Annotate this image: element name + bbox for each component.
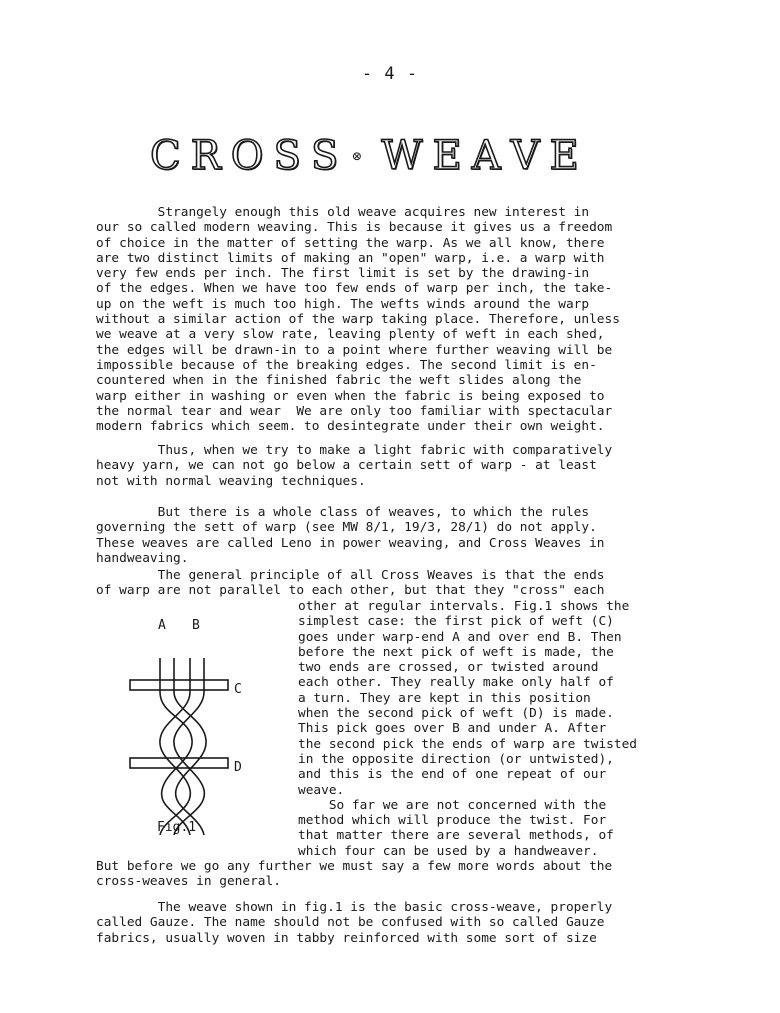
title-letter: W xyxy=(381,133,423,179)
figure-label-a: A xyxy=(158,618,166,633)
paragraph-leno: But there is a whole class of weaves, to which the rules governing the sett of warp (see MW 8/1, 19/3, 28/1) do not apply. These weaves are called Leno in power weaving, and Cross Weaves in handweaving. xyxy=(96,505,605,566)
paragraph-principle-end: But before we go any further we must say a few more words about the cross-weaves in general. xyxy=(96,859,613,890)
page-title xyxy=(150,132,579,180)
title-letter: S xyxy=(310,133,339,179)
figure-label-d: D xyxy=(234,760,242,775)
paragraph-intro: Strangely enough this old weave acquires new interest in our so called modern weaving. This is because it gives us a freedom of choice in the matter of setting the warp. As we all know, there are two distinct limits of making an "open" warp, i.e. a warp with very few ends per inch. The first limit is set by the drawing-in of the edges. When we have too few ends of warp per inch, the take- up on the weft is much too high. The wefts winds around the warp without a similar action of the warp taking place. Therefore, unless we weave at a very slow rate, leaving plenty of weft in each shed, the edges will be drawn-in to a point where further weaving will be impossible because of the breaking edges. The second limit is en- countered when in the finished fabric the weft slides along the warp either in washing or even when the fabric is being exposed to the normal tear and wear We are only too familiar with spectacular modern fabrics which seem. to desintegrate under their own weight. xyxy=(96,205,620,435)
paragraph-gauze: The weave shown in fig.1 is the basic cross-weave, properly called Gauze. The name should not be confused with so called Gauze fabrics, usually woven in tabby reinforced with some sort of size xyxy=(96,900,613,946)
title-letter: A xyxy=(471,133,501,179)
warp-twist-diagram xyxy=(120,640,270,840)
weft-pick-c xyxy=(130,680,228,690)
title-letter: V xyxy=(510,133,540,179)
figure-label-b: B xyxy=(192,618,200,633)
title-letter: E xyxy=(549,133,579,179)
paragraph-principle-intro: The general principle of all Cross Weaves is that the ends of warp are not parallel to each other, but that they "cross" each xyxy=(96,568,605,599)
figure-label-c: C xyxy=(234,682,242,697)
title-letter: S xyxy=(273,133,301,179)
paragraph-principle-wrapped: other at regular intervals. Fig.1 shows the simplest case: the first pick of weft (C) goes under warp-end A and over end B. Then before the next pick of weft is made, the two ends are crossed, or twisted around each other. They really make only half of a turn. They are kept in this position when the second pick of weft (D) is made. This pick goes over B and under A. After the second pick the ends of warp are twisted in the opposite direction (or untwisted), and this is the end of one repeat of our weave. So far we are not concerned with the method which will produce the twist. For that matter there are several methods, of which four can be used by a handweaver. xyxy=(298,599,637,859)
figure-caption: Fig.1 xyxy=(157,820,197,835)
paragraph-light-fabric: Thus, when we try to make a light fabric with comparatively heavy yarn, we can not go below a certain sett of warp - at least not with normal weaving techniques. xyxy=(96,443,613,489)
weft-pick-d xyxy=(130,758,228,768)
title-separator: ⊗ xyxy=(352,147,362,165)
title-letter: O xyxy=(230,133,264,179)
title-letter: E xyxy=(432,133,462,179)
title-letter: C xyxy=(150,133,181,179)
title-letter: R xyxy=(190,133,221,179)
page-number: - 4 - xyxy=(361,64,419,84)
figure-cross-weave xyxy=(120,616,270,846)
